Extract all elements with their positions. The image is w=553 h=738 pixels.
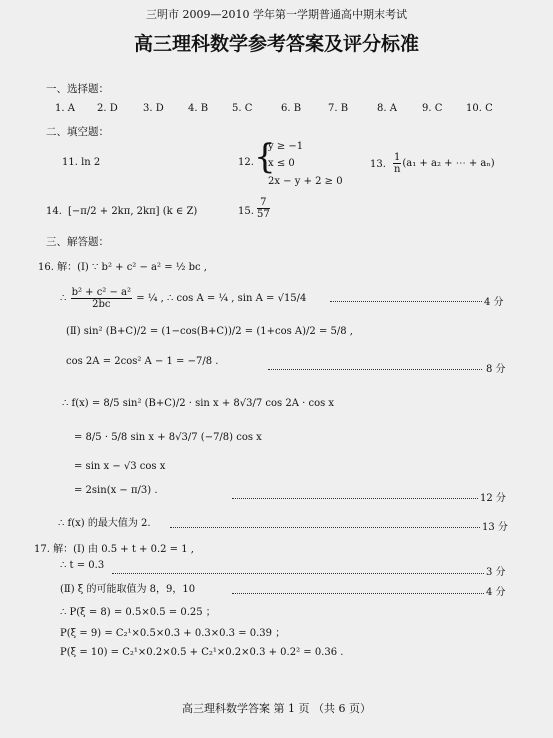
page-footer: 高三理科数学答案 第 1 页 （共 6 页） <box>182 702 371 715</box>
dot-leader <box>268 368 482 370</box>
fill-answer-11: 11. ln 2 <box>62 157 101 168</box>
fill-answer-14-label: 14. <box>46 206 62 217</box>
score-mark: 13 分 <box>482 522 508 533</box>
section-choice-heading: 一、选择题： <box>46 83 109 95</box>
score-mark: 3 分 <box>486 567 506 578</box>
choice-answer: 4. B <box>188 103 209 114</box>
q16-line-2: ∴ $\frac{\text{b² + c² − a²}}{2bc}$ = ¼ , ∴ cos A = ¼ , sin A = √15/4 <box>60 287 307 310</box>
choice-answer: 1. A <box>55 103 75 114</box>
fill-answer-13-label: 13. <box>370 159 386 170</box>
page-title: 高三理科数学参考答案及评分标准 <box>133 33 419 55</box>
q16-line-6: = 8/5 · 5/8 sin x + 8√3/7 (−7/8) cos x <box>74 432 262 443</box>
choice-answer: 8. A <box>377 103 397 114</box>
q16-line-7: = sin x − √3 cos x <box>74 461 166 472</box>
score-mark: 8 分 <box>486 364 506 375</box>
q17-line-2: ∴ t = 0.3 <box>60 560 105 571</box>
system-line: 2x − y + 2 ≥ 0 <box>268 176 343 187</box>
dot-leader <box>330 300 482 302</box>
choice-answer: 3. D <box>143 103 164 114</box>
dot-leader <box>232 592 484 594</box>
dot-leader <box>112 572 484 574</box>
q16-line-2-rest: = ¼ , ∴ cos A = ¼ , sin A = √15/4 <box>136 293 307 304</box>
system-line: x ≤ 0 <box>268 158 295 169</box>
choice-answer: 2. D <box>97 103 118 114</box>
fill-answer-15 <box>256 197 271 220</box>
dot-leader <box>232 497 478 499</box>
fill-answer-15-label: 15. <box>238 206 254 217</box>
system-line: y ≥ −1 <box>268 141 304 152</box>
score-mark: 4 分 <box>486 587 506 598</box>
choice-answer: 9. C <box>422 103 443 114</box>
fill-answer-14: [−π/2 + 2kπ, 2kπ] (k ∈ Z) <box>68 206 198 217</box>
fraction-numerator: 7 <box>257 197 270 209</box>
choice-answer: 5. C <box>232 103 253 114</box>
fill-answer-13: $\frac{1}{n}$ (a₁ + a₂ + ⋯ + aₙ) <box>393 152 495 175</box>
q16-line-1: 16. 解：(Ⅰ) ∵ b² + c² − a² = ½ bc , <box>38 262 207 273</box>
q16-line-9: ∴ f(x) 的最大值为 2. <box>58 518 151 529</box>
q16-line-5: ∴ f(x) = 8/5 sin² (B+C)/2 · sin x + 8√3/7 cos 2A · cos x <box>62 398 335 409</box>
choice-answer: 6. B <box>281 103 302 114</box>
fill-answer-13-expr: (a₁ + a₂ + ⋯ + aₙ) <box>402 158 495 169</box>
q17-line-4: ∴ P(ξ = 8) = 0.5×0.5 = 0.25 ； <box>60 607 216 618</box>
therefore-symbol: ∴ <box>60 293 67 304</box>
q16-line-8: = 2sin(x − π/3) . <box>74 485 158 496</box>
q17-line-3: (Ⅱ) ξ 的可能取值为 8，9，10 <box>60 584 196 595</box>
q16-line-4: cos 2A = 2cos² A − 1 = −7/8 . <box>66 356 219 367</box>
q17-line-1: 17. 解：(Ⅰ) 由 0.5 + t + 0.2 = 1 , <box>34 544 194 555</box>
q16-line-3: (Ⅱ) sin² (B+C)/2 = (1−cos(B+C))/2 = (1+cos A)/2 = 5/8 , <box>66 326 353 337</box>
exam-header: 三明市 2009—2010 学年第一学期普通高中期末考试 <box>146 8 407 21</box>
brace-symbol: { <box>254 137 276 177</box>
score-mark: 12 分 <box>480 493 506 504</box>
fill-answer-12-label: 12. <box>238 157 254 168</box>
section-fill-heading: 二、填空题： <box>46 126 109 138</box>
q17-line-5: P(ξ = 9) = C₂¹×0.5×0.3 + 0.3×0.3 = 0.39 ； <box>60 628 286 639</box>
choice-answer: 7. B <box>328 103 349 114</box>
section-solve-heading: 三、解答题： <box>46 236 109 248</box>
dot-leader <box>170 526 480 528</box>
q17-line-6: P(ξ = 10) = C₂¹×0.2×0.5 + C₂¹×0.2×0.3 + 0.2² = 0.36 . <box>60 647 344 658</box>
choice-answer: 10. C <box>466 103 493 114</box>
score-mark: 4 分 <box>484 297 504 308</box>
fraction-denominator: 57 <box>257 209 270 220</box>
